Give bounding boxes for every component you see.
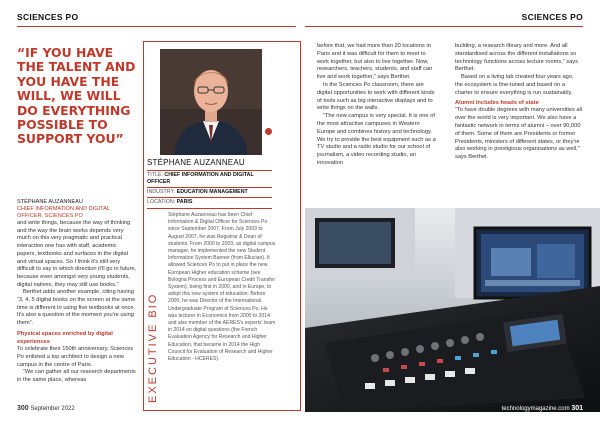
- paragraph: before that, we had more than 20 locations in Paris and it was difficult for them to meet to work together, but also to live together. Now, researchers, teachers, students, and staff can live and work together,” says Berthet.: [317, 43, 433, 81]
- footer-left: [17, 405, 75, 412]
- site-url[interactable]: technologymagazine.com: [501, 406, 570, 412]
- middle-body-text: [317, 43, 437, 168]
- portrait-illustration: [160, 49, 262, 155]
- bio-location-label: LOCATION:: [147, 199, 176, 205]
- paragraph: In the Sciences Po classroom, there are digital opportunities to work with different kinds of tools such as big interactive displays and to write things on the walls.: [317, 81, 435, 112]
- bio-location-value: PARIS: [176, 199, 193, 205]
- quote-author-name: STÉPHANE AUZANNEAU: [17, 199, 83, 205]
- bio-divider: [147, 197, 272, 198]
- executive-bio-label: EXECUTIVE BIO: [147, 292, 159, 403]
- bio-divider: [147, 208, 272, 209]
- pull-quote-line: DO EVERYTHING: [17, 102, 131, 118]
- paragraph: “The new campus is very special. It is one of the most attractive campuses in Western Europe and combines history and technology. We try to provide the best equipment such as a TV studio and a radio studio for our school of journalism, a video recording studio, an innovation: [317, 113, 436, 166]
- bio-industry-label: INDUSTRY:: [147, 189, 176, 195]
- studio-illustration: [305, 208, 600, 412]
- pull-quote-line: SUPPORT YOU”: [17, 131, 124, 147]
- paragraph: Berthet adds another example, citing having “3, 4, 5 digital books on the screen at the same time is different to using five textbooks at once. It's also a question of the moment you're using them”.: [17, 289, 136, 327]
- page-number-left: 300: [17, 405, 29, 412]
- quote-attribution: [17, 199, 137, 220]
- right-body-text: [455, 43, 583, 162]
- pull-quote-line: POSSIBLE TO: [17, 117, 108, 133]
- paragraph: and write things, because the way of thinking and the way the brain works depends very much on this very pragmatic and practical interaction one has with staff, academic papers, textbooks and surfaces in the digital and virtual spaces. So I think it's still very difficult to say in which direction it'll go in future, because even amongst very young students, digital natives, they may still use books.”: [17, 220, 137, 288]
- paragraph: building, a research library and more. And all standardised across the different installations so technology functions across lecture rooms,” says Berthet.: [455, 43, 578, 73]
- paragraph: Based on a living lab created four years ago, the ecosystem is fine-tuned and based on a charter to ensure everything is run sustainably.: [455, 74, 574, 96]
- left-body-text: [17, 220, 137, 385]
- section-label-left: SCIENCES PO: [17, 12, 79, 22]
- pull-quote-line: THE TALENT AND: [17, 59, 136, 75]
- paragraph: To celebrate their 150th anniversary, Sciences Po enlisted a top architect to design a new campus in the centre of Paris.: [17, 346, 134, 368]
- bio-industry: [147, 189, 272, 196]
- bio-title-label: TITLE:: [147, 172, 163, 178]
- bio-location: [147, 199, 272, 206]
- bio-title: [147, 172, 272, 186]
- section-label-right: SCIENCES PO: [521, 12, 583, 22]
- header-rule-left: [17, 26, 296, 27]
- linkedin-icon[interactable]: [265, 128, 272, 135]
- portrait-photo: [160, 49, 262, 155]
- issue-date: September 2022: [30, 406, 75, 412]
- bio-name: STÉPHANE AUZANNEAU: [147, 158, 245, 167]
- pull-quote-line: WILL, WE WILL: [17, 88, 121, 104]
- pull-quote-line: YOU HAVE THE: [17, 73, 120, 89]
- quote-author-role: CHIEF INFORMATION AND DIGITAL OFFICER, SCIENCES PO: [17, 206, 110, 219]
- pull-quote-line: “IF YOU HAVE: [17, 45, 114, 60]
- bio-text: Stéphane Auzanneau has been Chief Information & Digital Officer for Sciences Po since September 2007. From July 2003 to August 2007, he was Registrar & Dean of students. From 2000 to 2003, as digital campus manager, he implemented the new Student Information System Banner (from Ellucian). It allowed Sciences Po to put in place the new European Higher education scheme (see Bologna Process and European Credit Transfer System), being first in 2000, and in Europe, to adopt this new system of education. Before 2000, he was Director of the International Undergraduate Program of Sciences Po. He was lecturer in Economics from 2000 to 2014 and also member of the AERES's experts' team in 2014 on digital questions (the French Evaluation Agency for Research and Higher Education, that became in 2014 the High Council for Evaluation of Research and Higher Education - HCERES).: [168, 212, 276, 363]
- header-rule-right: [305, 26, 583, 27]
- pull-quote: [17, 46, 137, 147]
- page-number-right: 301: [571, 405, 583, 412]
- footer-right: [502, 405, 583, 412]
- broadcast-studio-photo: [305, 208, 600, 412]
- subheading: Physical spaces enriched by digital experiences: [17, 330, 113, 345]
- paragraph: “We can gather all our research departments in the same place, whereas: [17, 369, 136, 384]
- bio-divider: [147, 170, 272, 171]
- paragraph: “To have double degrees with many universities all over the world is very important. We also have a fantastic network in terms of alumni – over 90,000 of them. Some of them are Presidents or former Presidents, ministers of different states, or they're also working in prestigious organisations as well,” says Berthet.: [455, 107, 583, 161]
- subheading: Alumni includes heads of state: [455, 99, 539, 106]
- bio-industry-value: EDUCATION MANAGEMENT: [176, 189, 248, 195]
- bio-divider: [147, 187, 272, 188]
- bio-title-value: CHIEF INFORMATION AND DIGITAL OFFICER: [147, 172, 254, 185]
